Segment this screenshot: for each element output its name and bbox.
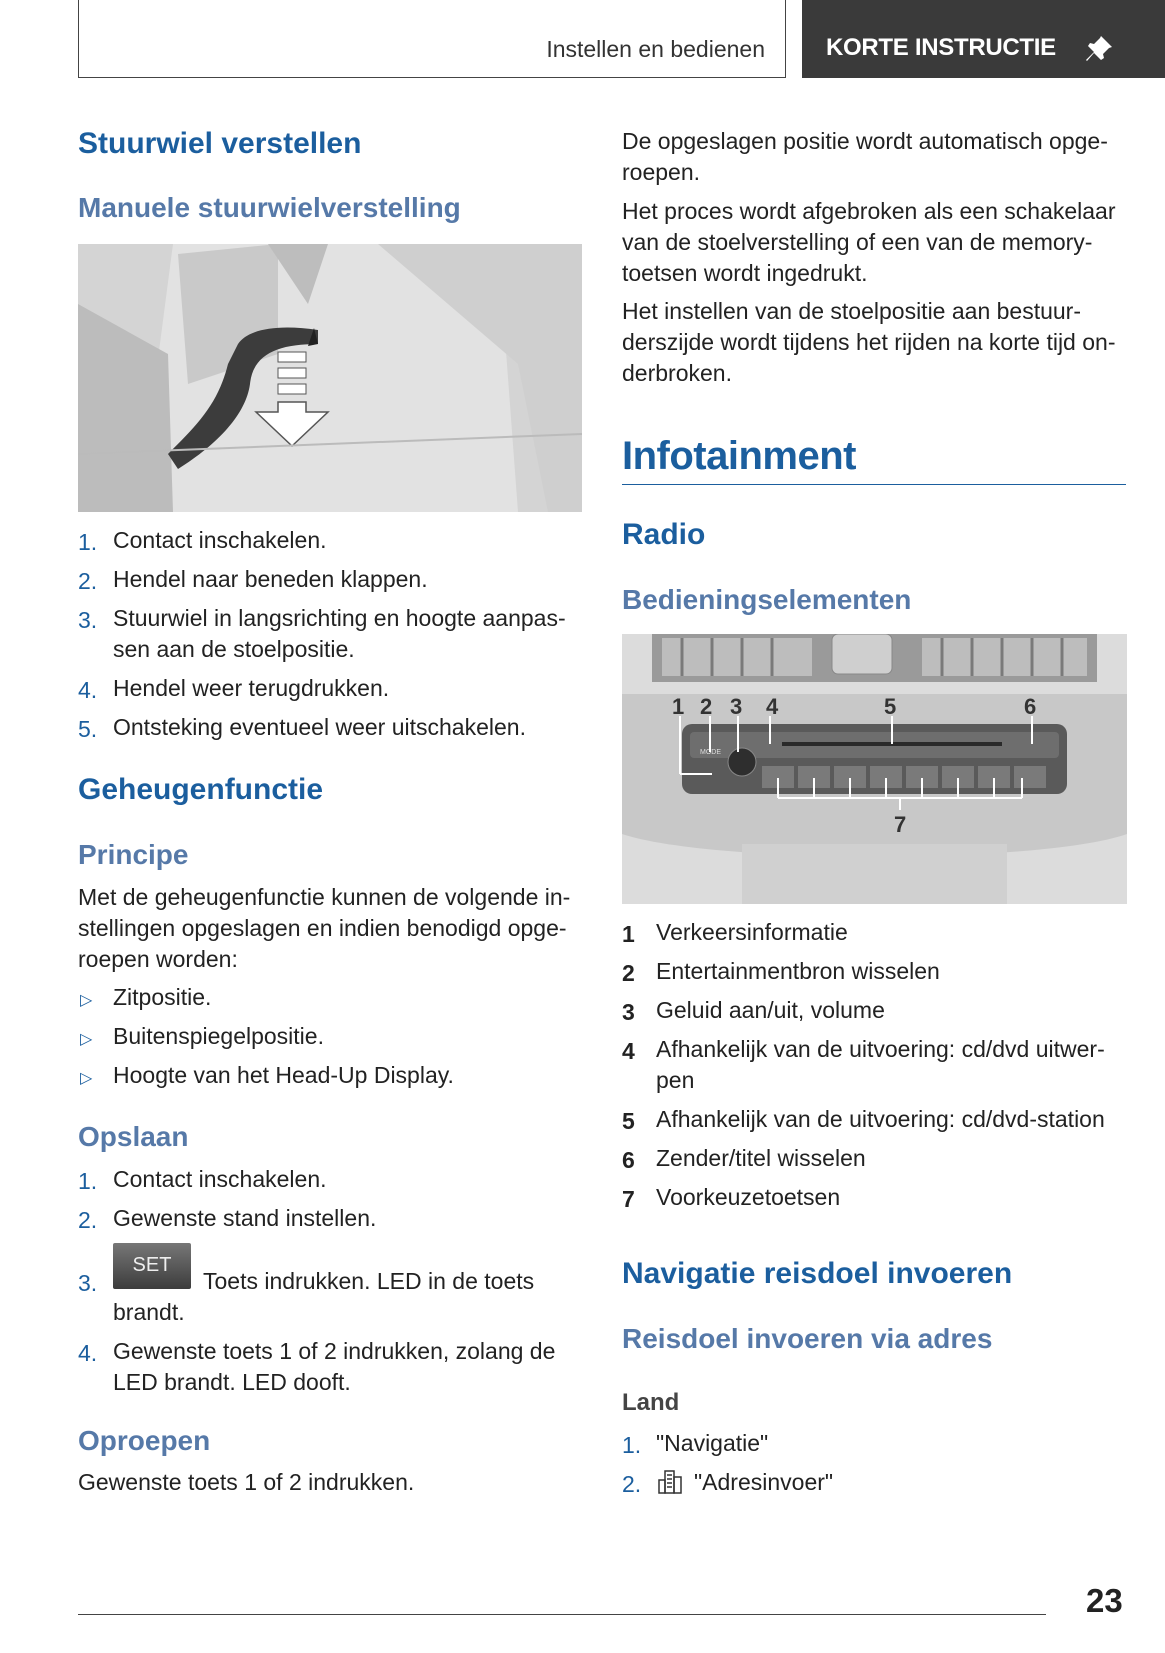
bullet-item: Zitpositie.: [113, 984, 212, 1010]
radio-mode-label: MODE: [700, 749, 721, 756]
bullet-item: Buitenspiegelpositie.: [113, 1023, 324, 1049]
step-number: 3.: [78, 1270, 98, 1296]
radio-callout-5: 5: [884, 694, 897, 719]
list-item: Geluid aan/uit, volume: [656, 997, 885, 1023]
list-item: Verkeersinformatie: [656, 919, 848, 945]
radio-callout-6: 6: [1024, 694, 1037, 719]
step-number: 1.: [78, 529, 98, 555]
radio-controls-illustration: [622, 634, 1127, 904]
legend-number: 2: [622, 960, 635, 986]
intro-text-line: derbroken.: [622, 360, 732, 386]
radio-callout-1: 1: [672, 694, 685, 719]
list-item: Zender/titel wisselen: [656, 1145, 866, 1171]
legend-number: 7: [622, 1186, 635, 1212]
heading-radio: Radio: [622, 518, 706, 551]
header-chapter-tab: [802, 0, 1165, 78]
principle-text-line: Met de geheugenfunctie kunnen de volgende in-: [78, 884, 571, 910]
radio-callout-3: 3: [730, 694, 743, 719]
heading-infotainment: Infotainment: [622, 434, 856, 478]
list-item: "Adresinvoer": [694, 1469, 834, 1495]
principle-text-line: roepen worden:: [78, 946, 238, 972]
steering-lever-illustration: [78, 244, 582, 512]
radio-callout-2: 2: [700, 694, 713, 719]
list-item-continuation: pen: [656, 1067, 695, 1093]
intro-text-line: derszijde wordt tijdens het rijden na korte tijd on-: [622, 329, 1116, 355]
header-box: [78, 0, 786, 78]
step-number: 5.: [78, 716, 98, 742]
pushpin-icon: [1084, 34, 1114, 64]
step-number: 4.: [78, 677, 98, 703]
bullet-triangle-icon: ▷: [80, 1031, 93, 1048]
bullet-item: Hoogte van het Head-Up Display.: [113, 1062, 454, 1088]
footer-divider: [78, 1614, 1046, 1615]
bullet-triangle-icon: ▷: [80, 992, 93, 1009]
heading-recall: Oproepen: [78, 1425, 211, 1456]
intro-text-line: roepen.: [622, 159, 701, 185]
heading-steering-adjust: Stuurwiel verstellen: [78, 127, 362, 160]
legend-number: 1: [622, 921, 635, 947]
list-item-continuation: sen aan de stoelpositie.: [113, 636, 355, 662]
list-item: Toets indrukken. LED in de toets: [203, 1268, 535, 1294]
heading-navigation: Navigatie reisdoel invoeren: [622, 1257, 1013, 1290]
heading-manual-adjust: Manuele stuurwielverstelling: [78, 192, 461, 223]
list-item: "Navigatie": [656, 1430, 769, 1456]
address-book-icon: [657, 1469, 683, 1495]
principle-text-line: stellingen opgeslagen en indien benodigd opge-: [78, 915, 567, 941]
list-item-continuation: LED brandt. LED dooft.: [113, 1369, 351, 1395]
step-number: 2.: [78, 568, 98, 594]
heading-memory-function: Geheugenfunctie: [78, 773, 324, 806]
heading-country: Land: [622, 1389, 680, 1416]
list-item: Stuurwiel in langsrichting en hoogte aanpas-: [113, 605, 566, 631]
header-chapter-title: KORTE INSTRUCTIE: [826, 34, 1056, 61]
step-number: 4.: [78, 1340, 98, 1366]
list-item: Hendel weer terugdrukken.: [113, 675, 390, 701]
bullet-triangle-icon: ▷: [80, 1070, 93, 1087]
intro-text-line: van de stoelverstelling of een van de memory-: [622, 229, 1093, 255]
heading-controls: Bedieningselementen: [622, 584, 912, 615]
radio-callout-7: 7: [894, 812, 907, 837]
list-item: Gewenste toets 1 of 2 indrukken, zolang de: [113, 1338, 556, 1364]
list-item: Entertainmentbron wisselen: [656, 958, 940, 984]
list-item: Gewenste stand instellen.: [113, 1205, 377, 1231]
list-item: Contact inschakelen.: [113, 1166, 327, 1192]
step-number: 3.: [78, 607, 98, 633]
intro-text-line: Het instellen van de stoelpositie aan bestuur-: [622, 298, 1082, 324]
section-divider: [622, 484, 1126, 485]
list-item: Hendel naar beneden klappen.: [113, 566, 428, 592]
heading-address-entry: Reisdoel invoeren via adres: [622, 1323, 993, 1354]
intro-text-line: De opgeslagen positie wordt automatisch opge-: [622, 128, 1108, 154]
legend-number: 3: [622, 999, 635, 1025]
heading-save: Opslaan: [78, 1121, 189, 1152]
intro-text-line: toetsen wordt ingedrukt.: [622, 260, 868, 286]
recall-text: Gewenste toets 1 of 2 indrukken.: [78, 1469, 415, 1495]
step-number: 2.: [622, 1471, 642, 1497]
list-item: Afhankelijk van de uitvoering: cd/dvd-station: [656, 1106, 1105, 1132]
list-item-continuation: brandt.: [113, 1299, 185, 1325]
header-section-title: Instellen en bedienen: [546, 36, 765, 62]
list-item: Contact inschakelen.: [113, 527, 327, 553]
step-number: 1.: [78, 1168, 98, 1194]
list-item: Ontsteking eventueel weer uitschakelen.: [113, 714, 526, 740]
list-item: Voorkeuzetoetsen: [656, 1184, 841, 1210]
legend-number: 4: [622, 1038, 635, 1064]
legend-number: 5: [622, 1108, 635, 1134]
list-item: Afhankelijk van de uitvoering: cd/dvd uitwer-: [656, 1036, 1105, 1062]
heading-principle: Principe: [78, 839, 189, 870]
intro-text-line: Het proces wordt afgebroken als een schakelaar: [622, 198, 1116, 224]
radio-callout-4: 4: [766, 694, 779, 719]
set-key-icon: SET: [113, 1243, 191, 1289]
legend-number: 6: [622, 1147, 635, 1173]
step-number: 2.: [78, 1207, 98, 1233]
page-number: 23: [1086, 1582, 1123, 1619]
step-number: 1.: [622, 1432, 642, 1458]
